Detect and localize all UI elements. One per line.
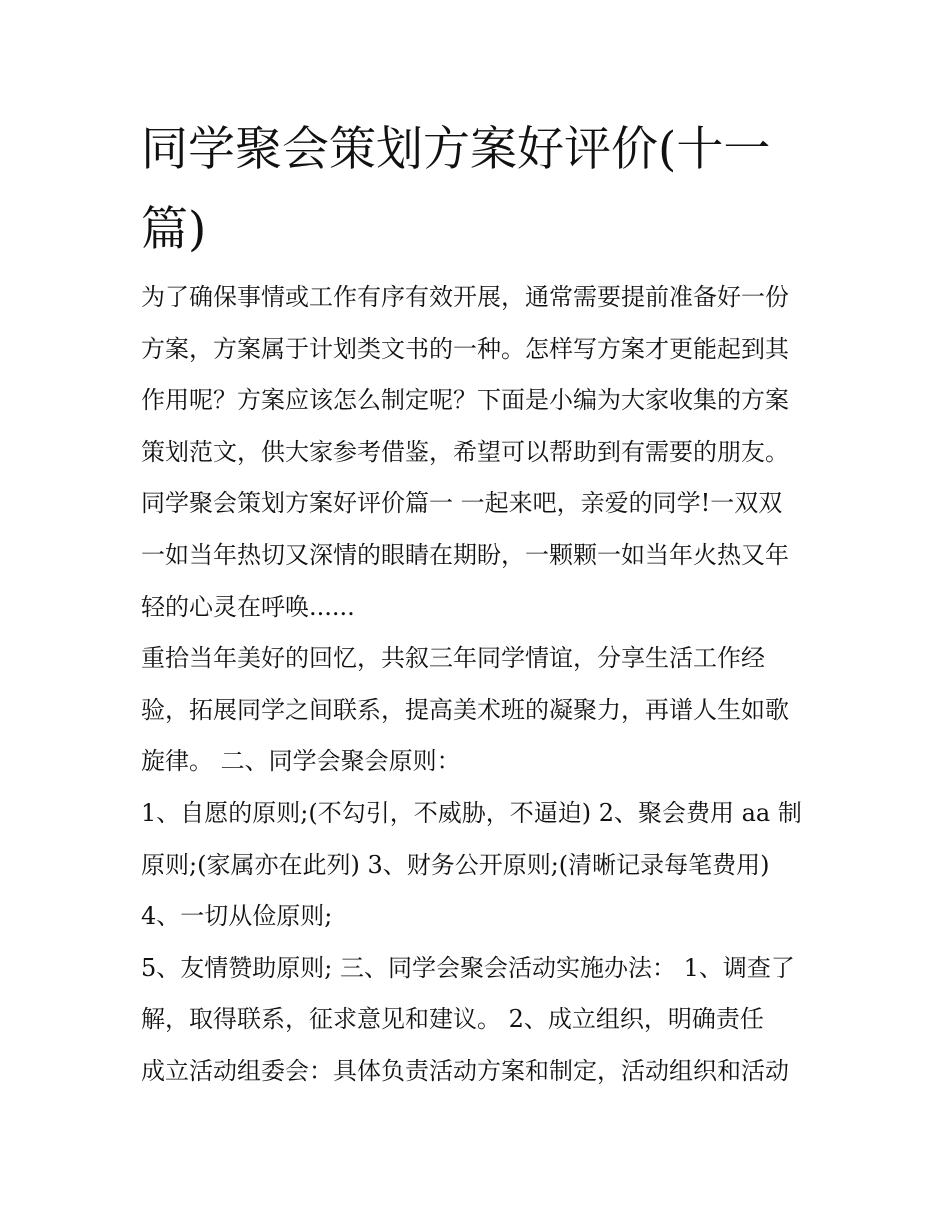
body-line: 旋律。 二、同学会聚会原则： <box>141 747 461 776</box>
body-line: 作用呢？方案应该怎么制定呢？下面是小编为大家收集的方案 <box>141 386 789 415</box>
body-line: 方案，方案属于计划类文书的一种。怎样写方案才更能起到其 <box>141 334 789 363</box>
body-line: 验，拓展同学之间联系，提高美术班的凝聚力，再谱人生如歌 <box>141 695 789 724</box>
body-line: 5、友情赞助原则; 三、同学会聚会活动实施办法： 1、调查了 <box>141 953 795 982</box>
document-body <box>141 272 813 1098</box>
body-line: 1、自愿的原则;(不勾引，不威胁，不逼迫) 2、聚会费用 aa 制 <box>141 798 802 827</box>
body-line: 同学聚会策划方案好评价篇一 一起来吧，亲爱的同学!一双双 <box>141 489 783 518</box>
body-line: 成立活动组委会：具体负责活动方案和制定，活动组织和活动 <box>141 1056 789 1085</box>
title-line: 同学聚会策划方案好评价(十一 <box>141 122 771 177</box>
body-line: 策划范文，供大家参考借鉴，希望可以帮助到有需要的朋友。 <box>141 437 789 466</box>
document-title <box>141 110 821 270</box>
body-line: 一如当年热切又深情的眼睛在期盼，一颗颗一如当年火热又年 <box>141 540 789 569</box>
body-line: 解，取得联系，征求意见和建议。 2、成立组织，明确责任 <box>141 1005 764 1034</box>
body-line: 为了确保事情或工作有序有效开展，通常需要提前准备好一份 <box>141 283 789 311</box>
body-line: 原则;(家属亦在此列) 3、财务公开原则;(清晰记录每笔费用) <box>141 850 770 879</box>
body-line: 轻的心灵在呼唤...... <box>141 592 355 621</box>
body-line: 重拾当年美好的回忆，共叙三年同学情谊，分享生活工作经 <box>141 644 765 673</box>
title-line: 篇) <box>141 202 207 257</box>
body-line: 4、一切从俭原则; <box>141 902 333 931</box>
